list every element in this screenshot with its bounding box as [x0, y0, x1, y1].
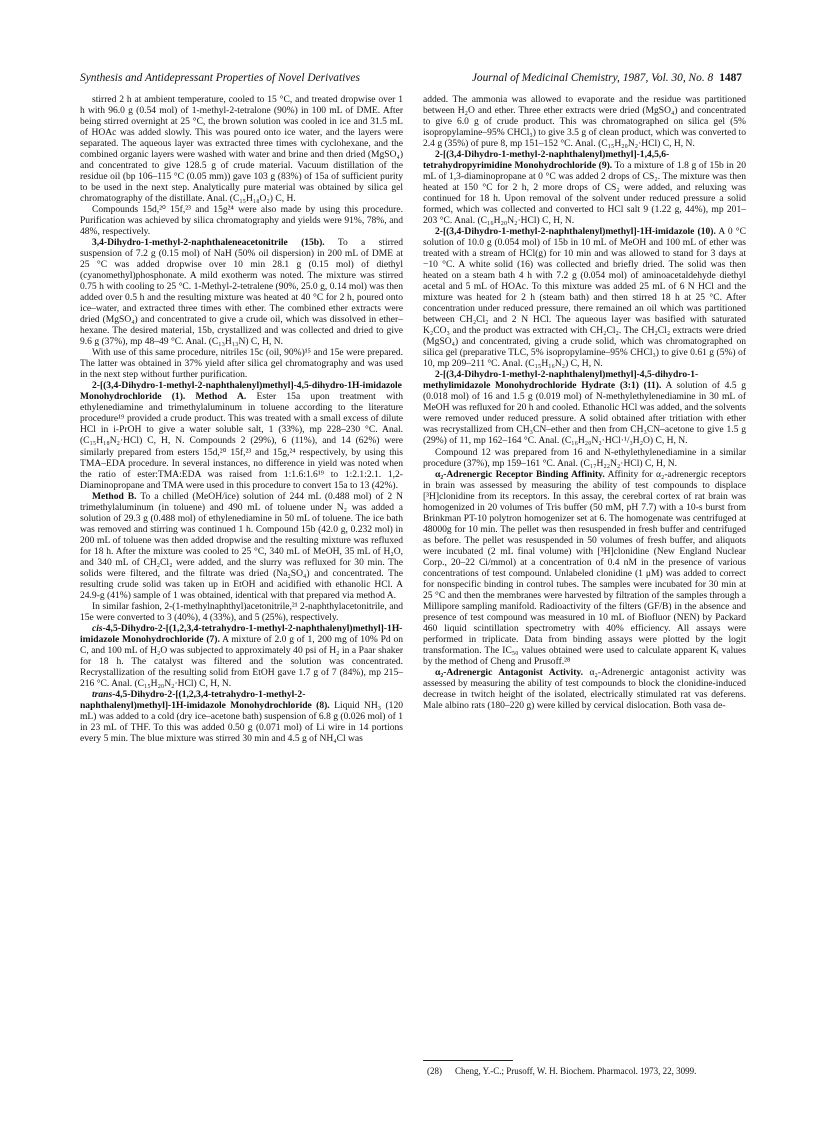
- running-head-title: Synthesis and Antidepressant Properties of Novel Derivatives: [80, 72, 360, 84]
- paragraph-text: In similar fashion, 2-(1-methylnaphthyl)acetonitrile,²¹ 2-naphthylacetonitrile, and 15e were converted to 3 (40%), 4 (33%), and 5 (25%), respectively.: [80, 600, 403, 623]
- paragraph-text: To a stirred suspension of 7.2 g (0.15 mol) of NaH (50% oil dispersion) in 200 mL of DME at 25 °C was added dropwise over 10 min 28.1 g (0.15 mol) of diethyl (cyanomethyl)phosphonate. A mild exotherm was noted. The mixture was stirred 0.75 h with cooling to 25 °C. 1-Methyl-2-tetralene (90%, 25.0 g, 0.14 mol) was then added over 0.5 h and the resulting mixture was heated at 40 °C for 2 h, poured onto ice–water, and extracted three times with ether. The combined ether extracts were dried (MgSO₄) and concentrated to give a crude oil, which was dissolved in ether–hexane. The desired material, 15b, crystallized and was collected and dried to give 9.6 g (37%), mp 48–49 °C. Anal. (C₁₃H₁₃N) C, H, N.: [80, 237, 403, 348]
- paragraph: [80, 491, 403, 601]
- paragraph-text: Affinity for α₂-adrenergic receptors in brain was assessed by measuring the ability of test compounds to displace [³H]clonidine from its receptors. In this assay, the cerebral cortex of rat brain was homogenized in 20 volumes of Tris buffer (50 mM, pH 7.7) with a 10-s burst from Brinkman PT-10 polytron homogenizer set at 6. The homogenate was centrifuged at 48000g for 10 min. The pellet was then resuspended in fresh buffer and centrifuged as before. The pellet was resuspended in 50 volumes of fresh buffer, and aliquots were incubated (2 mL final volume) with [³H]clonidine (New England Nuclear Corp., 20–22 Ci/mmol) at a concentration of 0.4 nM in the presence of various concentrations of test compound. Unlabeled clonidine (1 μM) was added to correct for nonspecific binding in control tubes. The samples were incubated for 30 min at 25 °C and then the membranes were harvested by filtration of the samples through a Millipore sampling manifold. Radioactivity of the filters (GF/B) in the absence and presence of test compound was measured in 10 mL of Biofluor (NEN) by Packard 460 liquid scintillation spectrometry with 40% efficiency. All assays were performed in triplicate. Data from binding assays were plotted by the logit transformation. The IC₅₀ values obtained were used to calculate apparent Kᵢ values by the method of Cheng and Prusoff.²⁸: [423, 468, 746, 667]
- footnote-rule: [423, 1060, 513, 1061]
- paragraph-heading: 2-[(3,4-Dihydro-1-methyl-2-naphthalenyl)methyl]-1,4,5,6-tetrahydropyrimidine Monohydrochloride (9).: [423, 149, 670, 172]
- paragraph-text: Liquid NH₃ (120 mL) was added to a cold (dry ice–acetone bath) suspension of 6.8 g (0.026 mol) of 1 in 23 mL of THF. To this was added 0.50 g (0.071 mol) of Li wire in 14 portions every 5 min. The blue mixture was stirred 30 min and 4.5 g of NH₄Cl was: [80, 699, 404, 744]
- paragraph-heading: -4,5-Dihydro-2-[(1,2,3,4-tetrahydro-1-methyl-2-naphthalenyl)methyl]-1H-imidazole Monohydrochloride (7).: [80, 622, 403, 645]
- paragraph-text: With use of this same procedure, nitriles 15c (oil, 90%)¹⁵ and 15e were prepared. The latter was obtained in 37% yield after silica gel chromatography and was used in the next step without further purification.: [80, 347, 403, 381]
- paragraph-text: Compound 12 was prepared from 16 and N-ethylethylenediamine in a similar procedure (37%), mp 159–161 °C. Anal. (C₁₇H₂₂N₂·HCl) C, H, N.: [423, 446, 746, 469]
- paragraph-text: Compounds 15d,²⁰ 15f,²³ and 15g²⁴ were also made by using this procedure. Purification was achieved by silica chromatography and yields were 91%, 78%, and 48%, respectively.: [80, 204, 403, 238]
- paragraph-heading: α₂-Adrenergic Antagonist Activity.: [435, 666, 584, 678]
- left-column: [80, 94, 403, 744]
- paragraph: [80, 601, 403, 623]
- paragraph-heading: 2-[(3,4-Dihydro-1-methyl-2-naphthalenyl)methyl]-4,5-dihydro-1-methylimidazole Monohydrochloride Hydrate (3:1) (11).: [423, 369, 699, 392]
- paragraph-heading: Method B.: [92, 490, 137, 502]
- paragraph-heading: 3,4-Dihydro-1-methyl-2-naphthaleneacetonitrile (15b).: [92, 237, 325, 249]
- paragraph: [423, 667, 746, 711]
- paragraph: [423, 149, 746, 226]
- paragraph-text: added. The ammonia was allowed to evaporate and the residue was partitioned between H₂O and ether. Three ether extracts were dried (MgSO₄) and concentrated to give 6.0 g of crude product. This was chromatographed on silica gel (5% isopropylamine–95% CHCl₃) to give 3.5 g of clean product, which was converted to 2.4 g (35%) of pure 8, mp 151–152 °C. Anal. (C₁₅H₂₀N₂·HCl) C, H, N.: [423, 94, 746, 150]
- paragraph: [423, 94, 746, 149]
- paragraph-text: To a mixture of 1.8 g of 15b in 20 mL of 1,3-diaminopropane at 0 °C was added 2 drops of CS₂. The mixture was then heated at 150 °C for 2 h, 2 more drops of CS₂ were added, and reluxing was continued for 18 h. Upon removal of the solvent under reduced pressure a solid formed, which was collected and converted to HCl salt 9 (1.22 g, 44%), mp 201–203 °C. Anal. (C₁₆H₂₀N₂·HCl) C, H, N.: [423, 160, 746, 227]
- paragraph-text: stirred 2 h at ambient temperature, cooled to 15 °C, and treated dropwise over 1 h with 96.0 g (0.54 mol) of 1-methyl-2-tetralone (90%) in 100 mL of DME. After being stirred overnight at 25 °C, the brown solution was cooled in ice and 31.5 mL of HOAc was added slowly. This was poured onto ice water, and the layers were separated. The aqueous layer was extracted three times with cyclohexane, and the combined organic layers were washed with water and brine and then dried (MgSO₄) and concentrated to give 128.5 g of crude material. Vacuum distillation of the residue oil (bp 106–115 °C (0.05 mm)) gave 103 g (83%) of 15a of sufficient purity to be used in the next step. Analytically pure material was obtained by silica gel chromatography of the distillate. Anal. (C₁₅H₁₈O₂) C, H.: [80, 94, 403, 205]
- paragraph-text: α₂-Adrenergic antagonist activity was assessed by measuring the ability of test compounds to block the clonidine-induced decrease in twitch height of the isolated, electrically stimulated rat vas deferens. Male albino rats (180–220 g) were killed by cervical dislocation. Both vasa de-: [423, 666, 746, 711]
- references: [423, 1066, 746, 1077]
- paragraph-text: A solution of 4.5 g (0.018 mol) of 16 and 1.5 g (0.019 mol) of N-methylethylenediamine in 30 mL of MeOH was refluxed for 20 h and cooled. Ethanolic HCl was added, and the solvents were removed under reduced pressure. A solid obtained after tritiation with ether was recrystallized from CH₃CN–ether and then from CH₃CN–acetone to give 1.5 g (29%) of 11, mp 162–164 °C. Anal. (C₁₆H₂₀N₂·HCl·¹/₃H₂O) C, H, N.: [423, 380, 747, 447]
- paragraph: [80, 94, 403, 204]
- paragraph: [80, 347, 403, 380]
- running-head: [80, 72, 742, 88]
- paragraph: [423, 447, 746, 469]
- reference-text: Cheng, Y.-C.; Prusoff, W. H. Biochem. Pharmacol. 1973, 22, 3099.: [455, 1066, 697, 1076]
- paragraph: [423, 226, 746, 369]
- journal-citation: Journal of Medicinal Chemistry, 1987, Vol. 30, No. 8: [471, 72, 714, 84]
- paragraph: [423, 469, 746, 667]
- page-number: 1487: [719, 72, 742, 84]
- paragraph: [80, 689, 403, 744]
- running-head-journal: [472, 72, 742, 84]
- paragraph-heading: -4,5-Dihydro-2-[(1,2,3,4-tetrahydro-1-methyl-2-naphthalenyl)methyl]-1H-imidazole Monohydrochloride (8).: [80, 688, 330, 711]
- paragraph-text: A mixture of 2.0 g of 1, 200 mg of 10% Pd on C, and 100 mL of H₂O was subjected to approximately 40 psi of H₂ in a Paar shaker for 18 h. The catalyst was filtered and the solution was concentrated. Recrystallization of the resulting solid from EtOH gave 1.7 g of 7 (84%), mp 215–216 °C. Anal. (C₁₅H₂₀N₂·HCl) C, H, N.: [80, 633, 403, 689]
- paragraph-heading: 2-[(3,4-Dihydro-1-methyl-2-naphthalenyl)methyl]-1H-imidazole (10).: [435, 226, 716, 238]
- heading-italic-prefix: trans: [92, 688, 113, 700]
- right-column: [423, 94, 746, 711]
- paragraph: [80, 204, 403, 237]
- heading-italic-prefix: cis: [92, 622, 103, 634]
- reference-number: (28): [427, 1066, 442, 1076]
- paragraph: [80, 623, 403, 689]
- paragraph: [80, 237, 403, 347]
- paragraph-text: Ester 15a upon treatment with ethylenediamine and trimethylaluminum in toluene according to the literature procedure¹⁹ provided a crude product. This was treated with a small excess of dilute HCl in i-PrOH to give a water soluble salt, 1 (33%), mp 228–230 °C. Anal. (C₁₅H₁₈N₂·HCl) C, H, N. Compounds 2 (29%), 6 (11%), and 14 (62%) were similarly prepared from esters 15d,²⁰ 15f,²³ and 15g,²⁴ respectively, by using this TMA–EDA procedure. In several instances, no difference in yield was noted when the ratio of ester:TMA:EDA was raised from 1:1.6:1.6¹⁹ to 1:2.1:2.1. 1,2-Diaminopropane and TMA were used in this procedure to convert 15a to 13 (42%).: [80, 391, 403, 491]
- paragraph-heading: α₂-Adrenergic Receptor Binding Affinity.: [435, 468, 605, 480]
- paragraph-text: A 0 °C solution of 10.0 g (0.054 mol) of 15b in 10 mL of MeOH and 100 mL of ether was treated with a stream of HCl(g) for 10 min and was allowed to stand for 3 days at −10 °C. A white solid (16) was collected and briefly dried. The solid was then heated on a steam bath 4 h with 7.2 g (0.054 mol) of aminoacetaldehyde diethyl acetal and 5 mL of HOAc. To this mixture was added 25 mL of 6 N HCl and the mixture was heated for 2 h (steam bath) and then stirred 18 h at 25 °C. After concentration under reduced pressure, there remained an oil which was partitioned between CH₂Cl₂ and 2 N HCl. The aqueous layer was basified with saturated K₂CO₃ and the product was extracted with CH₂Cl₂. The CH₂Cl₂ extracts were dried (MgSO₄) and concentrated, giving a crude solid, which was chromatographed on silica gel (preparative TLC, 5% isopropylamine–95% CHCl₃) to give 0.61 g (5%) of 10, mp 209–211 °C. Anal. (C₁₅H₁₆N₂) C, H, N.: [423, 226, 746, 370]
- paragraph: [423, 369, 746, 446]
- paragraph: [80, 380, 403, 490]
- reference-item: [423, 1066, 746, 1077]
- paragraph-heading: 2-[(3,4-Dihydro-1-methyl-2-naphthalenyl)methyl]-4,5-dihydro-1H-imidazole Monohydrochloride (1). Method A.: [80, 380, 402, 403]
- paragraph-text: To a chilled (MeOH/ice) solution of 244 mL (0.488 mol) of 2 N trimethylaluminum (in toluene) and 490 mL of toluene under N₂ was added a solution of 29.3 g (0.488 mol) of ethylenediamine in 50 mL of toluene. The ice bath was removed and stirring was continued 1 h. Compound 15b (42.0 g, 0.232 mol) in 200 mL of toluene was then added dropwise and the resulting mixture was refluxed for 18 h. After the mixture was cooled to 25 °C, 340 mL of MeOH, 35 mL of H₂O, and 340 mL of CH₂Cl₂ were added, and the slurry was refluxed for 30 min. The solids were filtered, and the filtrate was dried (Na₂SO₄) and concentrated. The resulting crude solid was taken up in EtOH and acidified with ethanolic HCl. A 24.9-g (41%) sample of 1 was obtained, identical with that prepared via method A.: [80, 490, 403, 601]
